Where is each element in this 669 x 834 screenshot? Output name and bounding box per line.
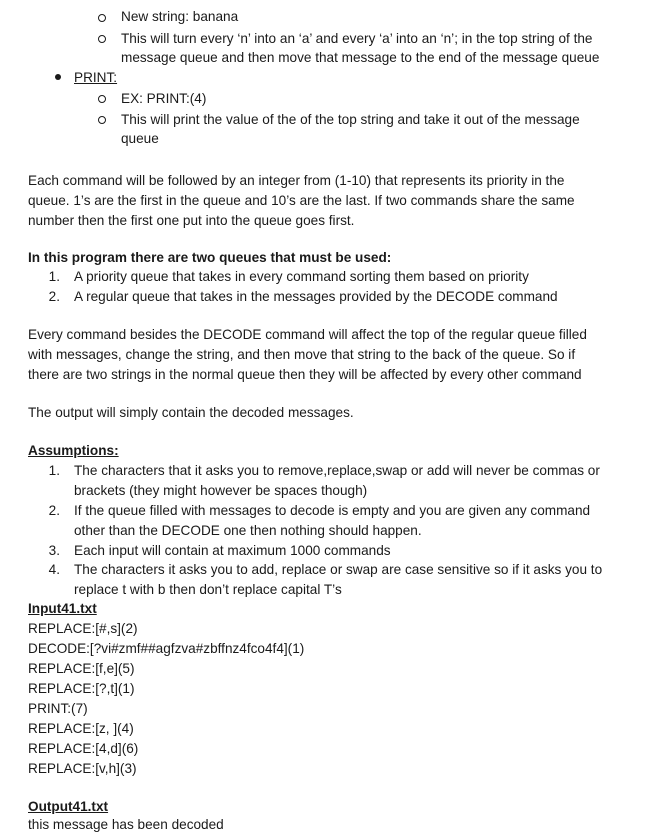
input-line: REPLACE:[?,t](1) xyxy=(28,681,135,696)
input-line: REPLACE:[f,e](5) xyxy=(28,661,135,676)
input-line: PRINT:(7) xyxy=(28,701,88,716)
list-item-text: other than the DECODE one then nothing should happen. xyxy=(74,523,422,538)
list-item-text: EX: PRINT:(4) xyxy=(121,91,207,106)
list-number: 4. xyxy=(48,562,60,577)
input-line: DECODE:[?vi#zmf##agfzva#zbffnz4fco4f4](1) xyxy=(28,641,305,656)
list-item-text: A regular queue that takes in the messages provided by the DECODE command xyxy=(74,289,558,304)
hollow-bullet-icon xyxy=(98,95,106,103)
list-item-text: A priority queue that takes in every command sorting them based on priority xyxy=(74,269,529,284)
paragraph-line: The output will simply contain the decoded messages. xyxy=(28,405,354,420)
list-item-text: If the queue filled with messages to decode is empty and you are given any command xyxy=(74,503,591,518)
list-number: 1. xyxy=(48,269,60,284)
list-number: 2. xyxy=(48,289,60,304)
input-line: REPLACE:[z, ](4) xyxy=(28,721,134,736)
hollow-bullet-icon xyxy=(98,35,106,43)
paragraph-line: there are two strings in the normal queue then they will be affected by every other command xyxy=(28,367,582,382)
paragraph-line: Each command will be followed by an integer from (1-10) that represents its priority in the xyxy=(28,173,565,188)
output-file-heading: Output41.txt xyxy=(28,799,109,814)
list-item-text: message queue and then move that message to the end of the message queue xyxy=(121,50,600,65)
list-item-text: queue xyxy=(121,131,159,146)
input-line: REPLACE:[4,d](6) xyxy=(28,741,139,756)
list-item-text: New string: banana xyxy=(121,9,239,24)
paragraph-line: queue. 1’s are the first in the queue and 10’s are the last. If two commands share the same xyxy=(28,193,575,208)
input-line: REPLACE:[v,h](3) xyxy=(28,761,137,776)
print-command-label: PRINT: xyxy=(74,70,118,85)
list-item-text: The characters it asks you to add, replace or swap are case sensitive so if it asks you to xyxy=(74,562,603,577)
list-item-text: This will print the value of the of the top string and take it out of the message xyxy=(121,112,580,127)
list-item-text: replace t with b then don’t replace capital T’s xyxy=(74,582,342,597)
list-item-text: The characters that it asks you to remove,replace,swap or add will never be commas or xyxy=(74,463,600,478)
queues-heading: In this program there are two queues that must be used: xyxy=(28,250,392,265)
list-number: 1. xyxy=(48,463,60,478)
assumptions-heading: Assumptions: xyxy=(28,443,119,458)
paragraph-line: number then the first one put into the queue goes first. xyxy=(28,213,355,228)
list-item-text: This will turn every ‘n’ into an ‘a’ and every ‘a’ into an ‘n’; in the top string of the xyxy=(121,31,593,46)
solid-bullet-icon xyxy=(55,74,61,80)
input-file-heading: Input41.txt xyxy=(28,601,97,616)
list-number: 3. xyxy=(48,543,60,558)
list-number: 2. xyxy=(48,503,60,518)
hollow-bullet-icon xyxy=(98,116,106,124)
hollow-bullet-icon xyxy=(98,14,106,22)
list-item-text: Each input will contain at maximum 1000 commands xyxy=(74,543,391,558)
output-line: this message has been decoded xyxy=(28,817,224,832)
paragraph-line: Every command besides the DECODE command will affect the top of the regular queue filled xyxy=(28,327,587,342)
paragraph-line: with messages, change the string, and then move that string to the back of the queue. So if xyxy=(28,347,576,362)
input-line: REPLACE:[#,s](2) xyxy=(28,621,138,636)
list-item-text: brackets (they might however be spaces though) xyxy=(74,483,368,498)
